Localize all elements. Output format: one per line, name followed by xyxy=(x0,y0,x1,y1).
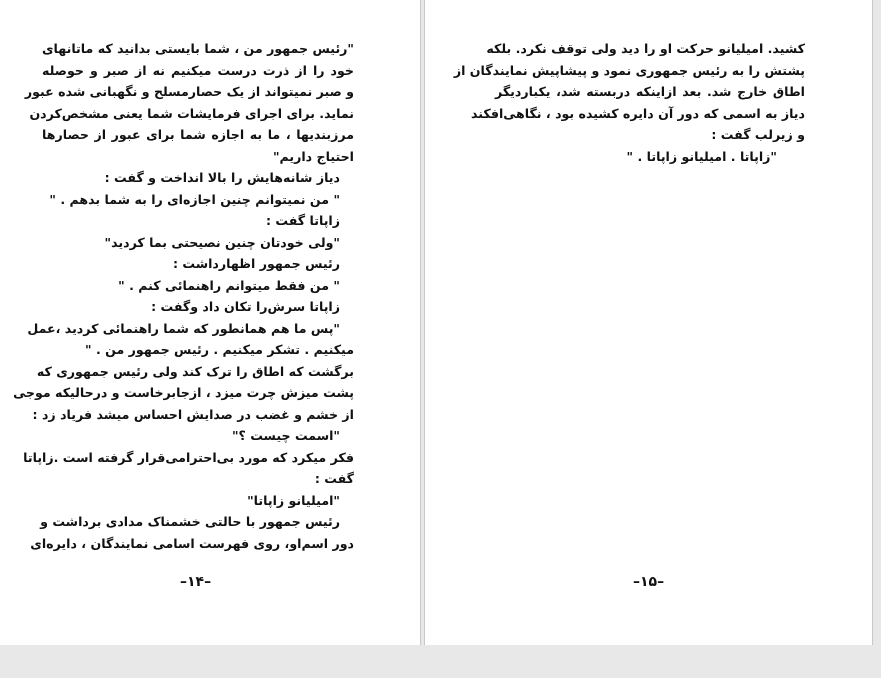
text-line: "اسمت چیست ؟" xyxy=(231,428,340,443)
text-line: "ولی خودتان چنین نصیحتی بما کردید" xyxy=(104,234,340,250)
text-line: دور اسم‌او، روی فهرست اسامی نمایندگان ، دایره‌ای xyxy=(30,535,354,551)
text-line: "امیلیانو زاپاتا" xyxy=(247,492,340,508)
left-page-text xyxy=(13,38,354,554)
right-page xyxy=(424,0,873,645)
text-line: "رئیس جمهور من ، شما بایستی بدانید که ماتانهای xyxy=(42,41,354,56)
text-line: و صبر نمیتواند از یک حصارمسلح و نگهبانی شده عبور xyxy=(24,84,354,99)
text-line: برگشت که اطاق را ترک کند ولی رئیس جمهوری که xyxy=(36,363,354,379)
text-line: " من فقط میتوانم راهنمائی کنم . " xyxy=(118,277,340,293)
page-number: –۱۵– xyxy=(633,574,665,590)
text-line: "پس ما هم همانطور که شما راهنمائی کردید ،عمل xyxy=(27,320,340,336)
text-line: میکنیم . تشکر میکنیم . رئیس جمهور من . " xyxy=(85,342,354,357)
text-line: مرزبندیها ، ما به اجازه شما برای عبور از حصارها xyxy=(42,127,354,142)
text-line: دیاز به اسمی که دور آن دایره کشیده بود ، نگاهی‌افکند xyxy=(470,105,805,121)
text-line: " من نمیتوانم چنین اجازه‌ای را به شما بدهم . " xyxy=(49,191,340,207)
text-line: از خشم و غضب در صدایش احساس میشد فریاد زد : xyxy=(32,406,354,422)
text-line: احتیاج داریم" xyxy=(272,148,354,164)
right-page-text xyxy=(453,38,805,167)
page-number: –۱۴– xyxy=(180,574,212,590)
text-line: خود را از ذرت درست میکنیم نه از صبر و حوصله xyxy=(42,62,354,78)
text-line: گفت : xyxy=(314,471,354,486)
text-line: پشتش را به رئیس جمهوری نمود و پیشاپیش نمایندگان از xyxy=(453,62,805,78)
text-line: زاپاتا سرش‌را تکان داد وگفت : xyxy=(151,299,340,314)
text-line: و زیرلب گفت : xyxy=(711,127,805,142)
text-line: فکر میکرد که مورد بی‌احترامی‌قرار گرفته است .زاپاتا xyxy=(23,449,354,465)
text-line: رئیس جمهور اظهارداشت : xyxy=(172,256,340,271)
text-line: رئیس جمهور با حالتی خشمناک مدادی برداشت و xyxy=(40,514,340,529)
text-line: نماید. برای اجرای فرمایشات شما یعنی مشخص‌کردن xyxy=(29,105,354,121)
text-line: دیاز شانه‌هایش را بالا انداخت و گفت : xyxy=(104,170,340,185)
text-line: "زاپاتا . امیلیانو زاپاتا . " xyxy=(626,148,777,164)
text-line: کشید. امیلیانو حرکت او را دید ولی توقف نکرد. بلکه xyxy=(486,41,805,56)
left-page xyxy=(0,0,421,645)
text-line: زاپاتا گفت : xyxy=(265,213,340,228)
text-line: پشت میزش چرت میزد ، ازجابرخاست و درحالیکه موجی xyxy=(13,385,354,400)
text-line: اطاق خارج شد. بعد ازاینکه دربسته شد، یکباردیگر xyxy=(495,84,805,99)
